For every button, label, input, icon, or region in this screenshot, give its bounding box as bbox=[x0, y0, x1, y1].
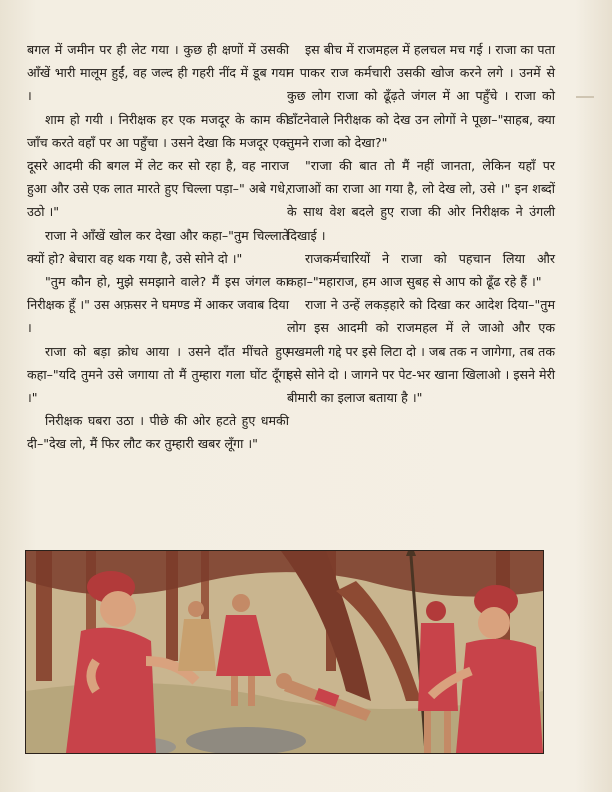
paragraph: "राजा की बात तो मैं नहीं जानता, लेकिन यहाँ पर राजाओं का राजा आ गया है, लो देख लो, उसे ।" इन शब्दों के साथ वेश बदले हुए राजा की ओर निरीक्षक ने उंगली दिखाई । bbox=[287, 158, 555, 243]
paragraph: "तुम कौन हो, मुझे समझाने वाले? मैं इस जंगल का निरीक्षक हूँ ।" उस अफ़सर ने घमण्ड में आकर जवाब दिया । bbox=[27, 274, 289, 336]
paragraph: शाम हो गयी । निरीक्षक हर एक मजदूर के काम की जाँच करते वहाँ पर आ पहुँचा । उसने देखा कि मजदूर एक दूसरे आदमी की बगल में लेट कर सो रहा है, वह नाराज हुआ और उसे एक लात मारते हुए चिल्ला पड़ा–" अबे गधे, उठो ।" bbox=[27, 111, 289, 220]
illustration-artwork bbox=[26, 551, 543, 753]
paragraph: राजा को बड़ा क्रोध आया । उसने दाँत मींचते हुए कहा–"यदि तुमने उसे जगाया तो मैं तुम्हारा गला घोंट दूँगा ।" bbox=[27, 343, 289, 406]
left-text-column bbox=[27, 38, 289, 456]
paragraph: निरीक्षक घबरा उठा । पीछे की ओर हटते हुए धमकी दी–"देख लो, मैं फिर लौट कर तुम्हारी खबर लूँगा ।" bbox=[27, 413, 289, 452]
paragraph: इस बीच में राजमहल में हलचल मच गई । राजा का पता न पाकर राज कर्मचारी उसकी खोज करने लगे । उनमें से कुछ लोग राजा को ढूँढ़ते जंगल में आ पहुँचे । राजा को डाँटनेवाले निरीक्षक को देख उन लोगों ने पूछा–"साहब, क्या तुमने राजा को देखा?" bbox=[287, 42, 555, 150]
paragraph: बगल में जमीन पर ही लेट गया । कुछ ही क्षणों में उसकी आँखें भारी मालूम हुईं, वह जल्द ही गहरी नींद में डूब गया । bbox=[27, 42, 289, 104]
paragraph: राजकर्मचारियों ने राजा को पहचान लिया और कहा–"महाराज, हम आज सुबह से आप को ढूँढ रहे हैं ।" bbox=[287, 250, 555, 290]
paragraph: राजा ने उन्हें लकड़हारे को दिखा कर आदेश दिया–"तुम लोग इस आदमी को राजमहल में ले जाओ और एक मखमली गद्दे पर इसे लिटा दो । जब तक न जागेगा, तब तक इसे सोने दो । जागने पर पेट-भर खाना खिलाओ । इसने मेरी बीमारी का इलाज बताया है ।" bbox=[287, 297, 555, 406]
right-text-column bbox=[287, 38, 555, 409]
margin-mark bbox=[576, 96, 594, 98]
paragraph: राजा ने आँखें खोल कर देखा और कहा–"तुम चिल्लाते क्यों हो? बेचारा वह थक गया है, उसे सोने दो ।" bbox=[27, 227, 289, 266]
forest-scene-illustration bbox=[25, 550, 544, 754]
